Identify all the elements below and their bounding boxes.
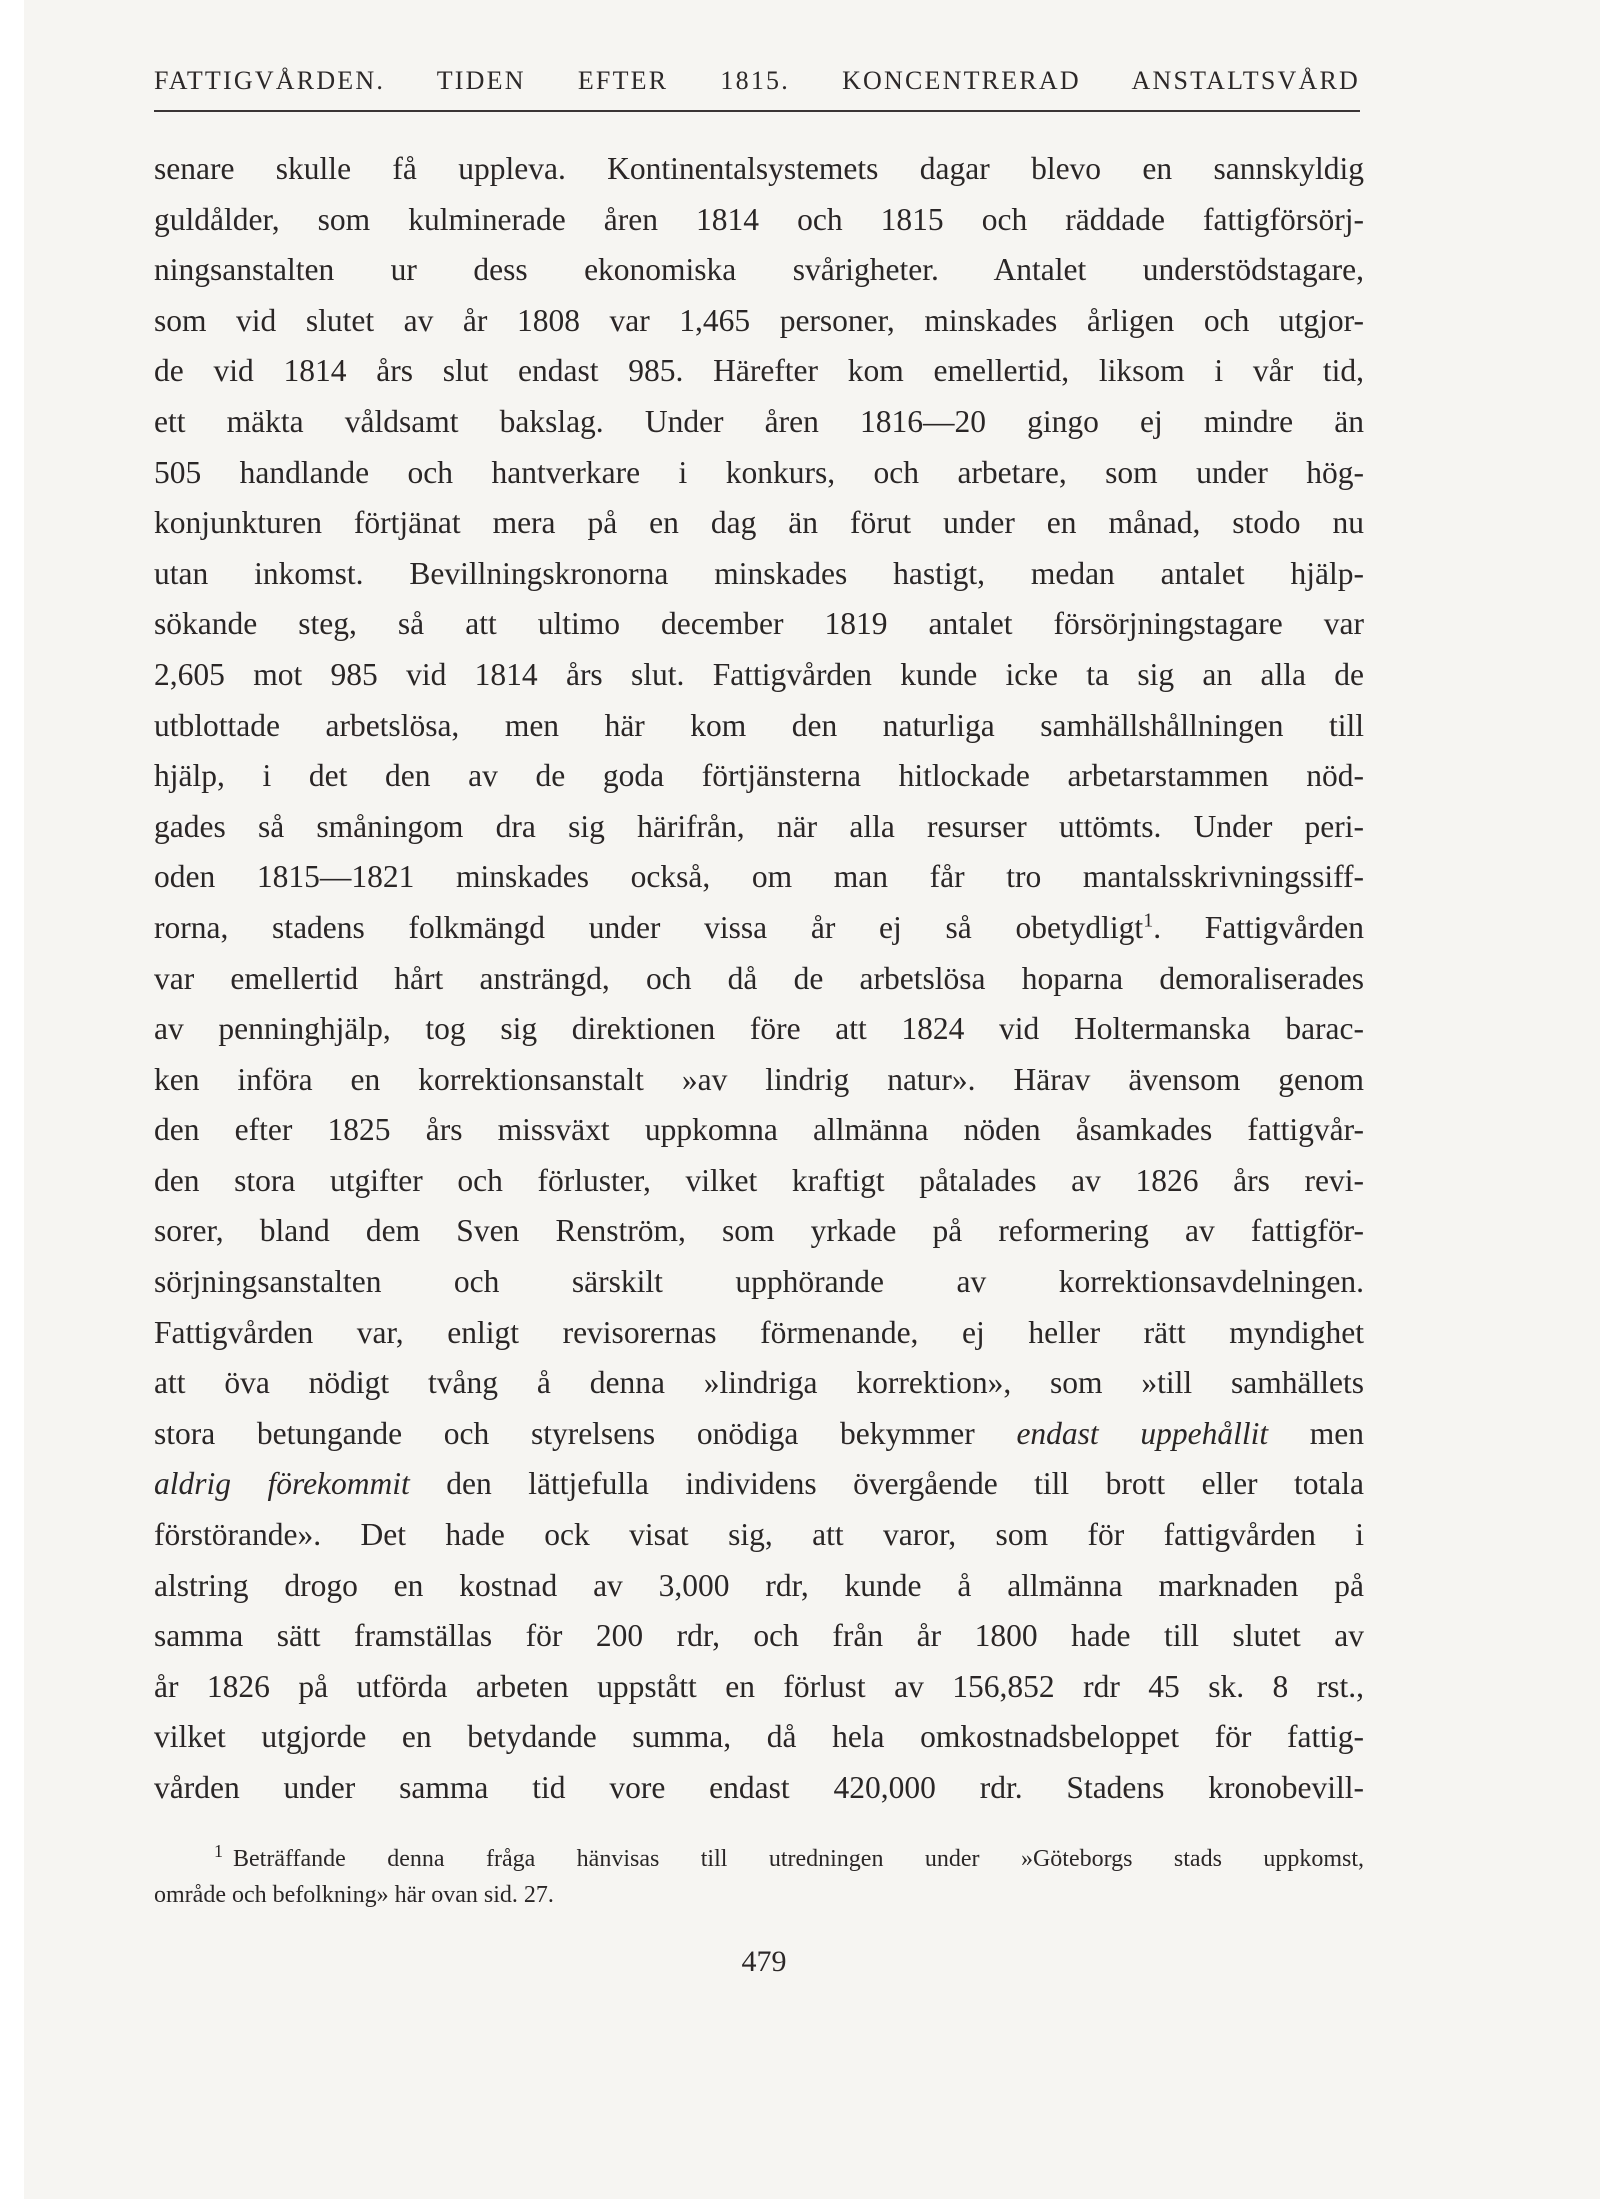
text-line: hjälp, i det den av de goda förtjänsterna hitlockade arbetarstammen nöd- bbox=[154, 758, 1364, 794]
italic-emphasis: endast uppehållit bbox=[1016, 1415, 1269, 1451]
italic-emphasis: aldrig förekommit bbox=[154, 1466, 410, 1502]
text-line: var emellertid hårt ansträngd, och då de arbetslösa hoparna demoraliserades bbox=[154, 960, 1364, 996]
text-line: vilket utgjorde en betydande summa, då hela omkostnadsbeloppet för fattig- bbox=[154, 1719, 1364, 1755]
text-segment: . Fattigvården bbox=[1153, 909, 1364, 945]
text-line: att öva nödigt tvång å denna »lindriga korrektion», som »till samhällets bbox=[154, 1365, 1364, 1401]
footnote-line: område och befolkning» här ovan sid. 27. bbox=[154, 1882, 554, 1908]
text-line: sorer, bland dem Sven Renström, som yrkade på reformering av fattigför- bbox=[154, 1213, 1364, 1249]
text-line: som vid slutet av år 1808 var 1,465 personer, minskades årligen och utgjor- bbox=[154, 302, 1364, 338]
text-line: förstörande». Det hade ock visat sig, att varor, som för fattigvården i bbox=[154, 1517, 1364, 1553]
text-line: samma sätt framställas för 200 rdr, och från år 1800 hade till slutet av bbox=[154, 1618, 1364, 1654]
footnote-line bbox=[154, 1841, 1364, 1877]
footnote-marker[interactable]: 1 bbox=[1143, 909, 1154, 932]
page-number: 479 bbox=[741, 1945, 787, 1978]
text-segment: den lättjefulla individens övergående till brott eller totala bbox=[446, 1466, 1364, 1502]
text-segment: rorna, stadens folkmängd under vissa år ej så obetydligt bbox=[154, 909, 1144, 945]
text-line: av penninghjälp, tog sig direktionen före att 1824 vid Holtermanska barac- bbox=[154, 1011, 1364, 1047]
text-line: ett mäkta våldsamt bakslag. Under åren 1816—20 gingo ej mindre än bbox=[154, 403, 1364, 439]
text-line: den efter 1825 års missväxt uppkomna allmänna nöden åsamkades fattigvår- bbox=[154, 1112, 1364, 1148]
text-line-footnote-ref bbox=[154, 903, 1364, 954]
text-line: utblottade arbetslösa, men här kom den naturliga samhällshållningen till bbox=[154, 707, 1364, 743]
text-line: vården under samma tid vore endast 420,000 rdr. Stadens kronobevill- bbox=[154, 1770, 1364, 1805]
body-text bbox=[154, 144, 1364, 1814]
text-line: de vid 1814 års slut endast 985. Härefter kom emellertid, liksom i vår tid, bbox=[154, 353, 1364, 389]
text-line: senare skulle få uppleva. Kontinentalsystemets dagar blevo en sannskyldig bbox=[154, 151, 1364, 186]
text-line: Fattigvården var, enligt revisorernas förmenande, ej heller rätt myndighet bbox=[154, 1314, 1364, 1350]
text-line: den stora utgifter och förluster, vilket kraftigt påtalades av 1826 års revi- bbox=[154, 1162, 1364, 1198]
text-line-with-italic bbox=[154, 1459, 1364, 1510]
text-line: alstring drogo en kostnad av 3,000 rdr, kunde å allmänna marknaden på bbox=[154, 1567, 1364, 1603]
text-line: konjunkturen förtjänat mera på en dag än förut under en månad, stodo nu bbox=[154, 505, 1364, 541]
text-line: ningsanstalten ur dess ekonomiska svårigheter. Antalet understödstagare, bbox=[154, 252, 1364, 288]
footnote-text: Beträffande denna fråga hänvisas till utredningen under »Göteborgs stads uppkomst, bbox=[233, 1846, 1364, 1872]
text-line: oden 1815—1821 minskades också, om man får tro mantalsskrivningssiff- bbox=[154, 859, 1364, 895]
text-line: 505 handlande och hantverkare i konkurs, och arbetare, som under hög- bbox=[154, 454, 1364, 490]
text-line: år 1826 på utförda arbeten uppstått en förlust av 156,852 rdr 45 sk. 8 rst., bbox=[154, 1668, 1364, 1704]
text-line: ken införa en korrektionsanstalt »av lindrig natur». Härav ävensom genom bbox=[154, 1061, 1364, 1097]
text-line: 2,605 mot 985 vid 1814 års slut. Fattigvården kunde icke ta sig an alla de bbox=[154, 656, 1364, 692]
book-page bbox=[24, 0, 1600, 2199]
footnote-number: 1 bbox=[214, 1841, 223, 1861]
text-line: sörjningsanstalten och särskilt upphörande av korrektionsavdelningen. bbox=[154, 1264, 1364, 1300]
text-line-with-italic bbox=[154, 1409, 1364, 1460]
text-line: sökande steg, så att ultimo december 1819 antalet försörjningstagare var bbox=[154, 606, 1364, 642]
text-segment: men bbox=[1309, 1415, 1365, 1451]
text-segment: stora betungande och styrelsens onödiga bekymmer bbox=[154, 1415, 975, 1451]
text-line: utan inkomst. Bevillningskronorna minskades hastigt, medan antalet hjälp- bbox=[154, 555, 1364, 591]
footnote bbox=[154, 1841, 1364, 1913]
text-line: guldålder, som kulminerade åren 1814 och 1815 och räddade fattigförsörj- bbox=[154, 201, 1364, 237]
running-head: FATTIGVÅRDEN. TIDEN EFTER 1815. KONCENTRERAD ANSTALTSVÅRD bbox=[154, 66, 1360, 95]
text-line: gades så småningom dra sig härifrån, när alla resurser uttömts. Under peri- bbox=[154, 808, 1364, 844]
header-rule bbox=[154, 110, 1360, 112]
